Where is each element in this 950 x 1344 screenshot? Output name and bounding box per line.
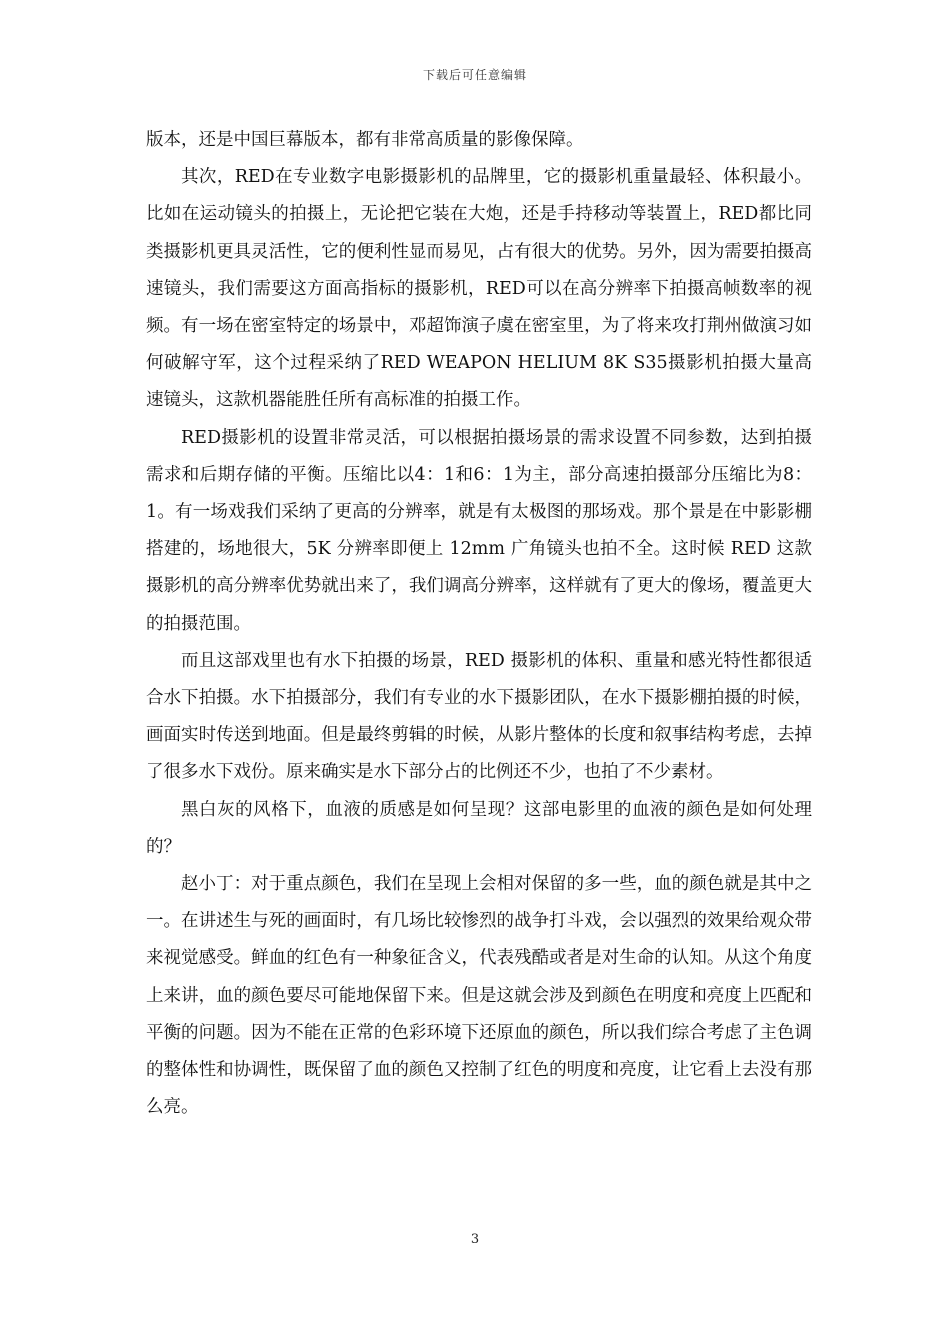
body-text [146,122,812,1126]
page-header: 下载后可任意编辑 [422,68,527,82]
paragraph-underwater: 而且这部戏里也有水下拍摄的场景，RED 摄影机的体积、重量和感光特性都很适合水下拍摄。水下拍摄部分，我们有专业的水下摄影团队，在水下摄影棚拍摄的时候，画面实时传送到地面。但是最终剪辑的时候，从影片整体的长度和叙事结构考虑，去掉了很多水下戏份。原来确实是水下部分占的比例还不少，也拍了不少素材。 [146,650,812,783]
paragraph-answer: 赵小丁：对于重点颜色，我们在呈现上会相对保留的多一些，血的颜色就是其中之一。在讲述生与死的画面时，有几场比较惨烈的战争打斗戏，会以强烈的效果给观众带来视觉感受。鲜血的红色有一种象征含义，代表残酷或者是对生命的认知。从这个角度上来讲，血的颜色要尽可能地保留下来。但是这就会涉及到颜色在明度和亮度上匹配和平衡的问题。因为不能在正常的色彩环境下还原血的颜色，所以我们综合考虑了主色调的整体性和协调性，既保留了血的颜色又控制了红色的明度和亮度，让它看上去没有那么亮。 [146,874,812,1118]
paragraph-red-settings: RED摄影机的设置非常灵活，可以根据拍摄场景的需求设置不同参数，达到拍摄需求和后期存储的平衡。压缩比以4：1和6：1为主，部分高速拍摄部分压缩比为8：1。有一场戏我们采纳了更高的分辨率，就是有太极图的那场戏。那个景是在中影影棚搭建的，场地很大，5K 分辨率即便上 12mm 广角镜头也拍不全。这时候 RED 这款摄影机的高分辨率优势就出来了，我们调高分辨率，这样就有了更大的像场，覆盖更大的拍摄范围。 [146,427,812,634]
paragraph-question: 黑白灰的风格下，血液的质感是如何呈现？这部电影里的血液的颜色是如何处理的？ [146,799,812,857]
paragraph-continued: 版本，还是中国巨幕版本，都有非常高质量的影像保障。 [146,130,584,150]
page-number: 3 [470,1232,480,1247]
paragraph-red-camera-weight: 其次，RED在专业数字电影摄影机的品牌里，它的摄影机重量最轻、体积最小。比如在运动镜头的拍摄上，无论把它装在大炮，还是手持移动等装置上，RED都比同类摄影机更具灵活性，它的便利性显而易见，占有很大的优势。另外，因为需要拍摄高速镜头，我们需要这方面高指标的摄影机，RED可以在高分辨率下拍摄高帧数率的视频。有一场在密室特定的场景中，邓超饰演子虞在密室里，为了将来攻打荆州做演习如何破解守军，这个过程采纳了RED WEAPON HELIUM 8K S35摄影机拍摄大量高速镜头，这款机器能胜任所有高标准的拍摄工作。 [146,167,812,411]
